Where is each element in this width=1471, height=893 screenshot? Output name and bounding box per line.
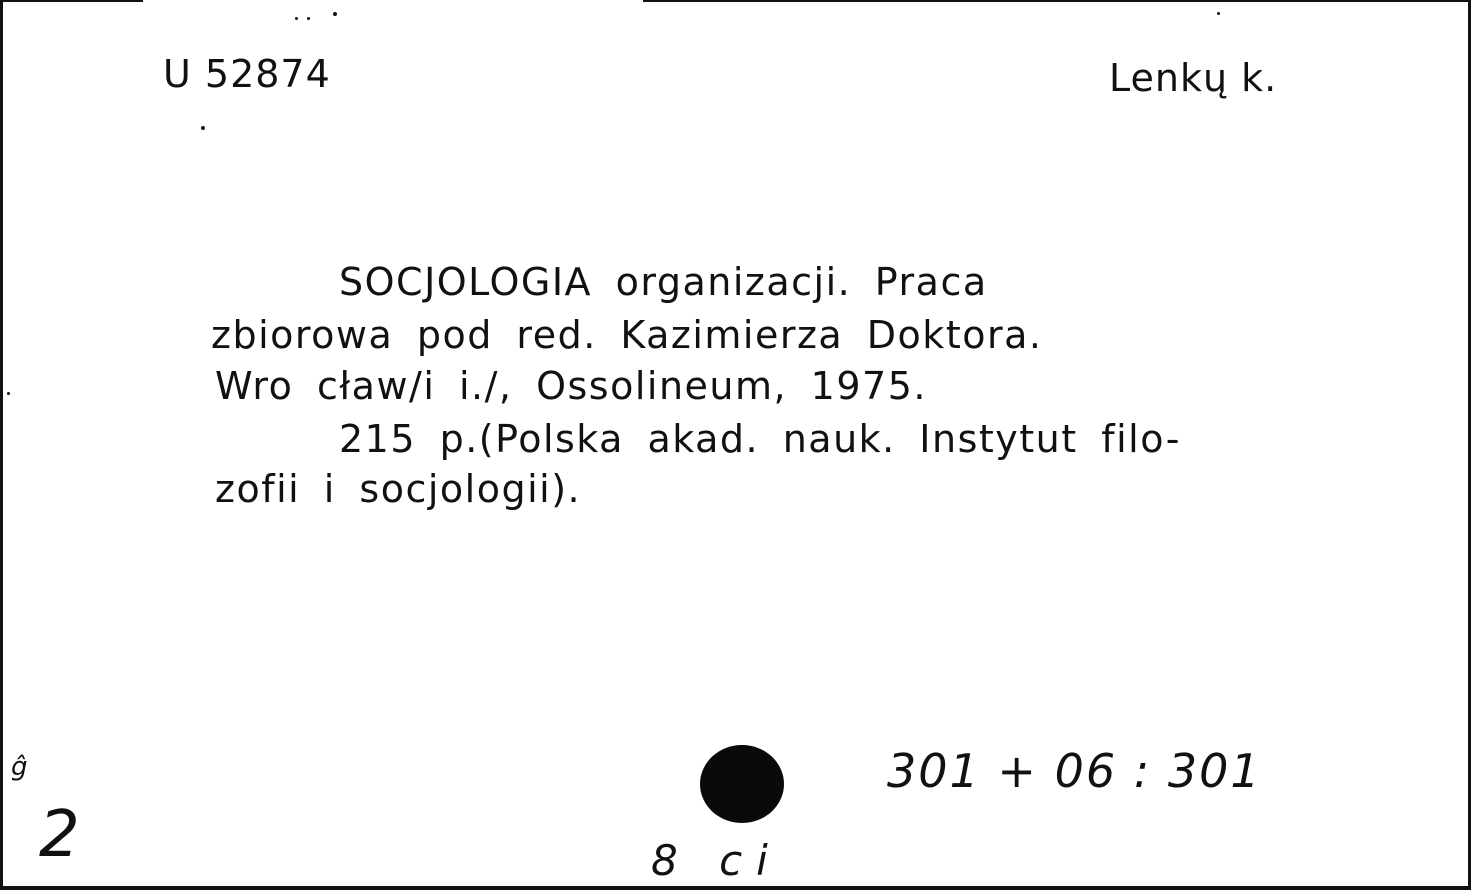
entry-line-2: zbiorowa pod red. Kazimierza Doktora. (211, 313, 1043, 357)
ink-speck (7, 392, 10, 395)
ink-speck (201, 126, 205, 130)
language-note: Lenkų k. (1109, 56, 1278, 100)
classification-handwritten: 301 + 06 : 301 (887, 744, 1262, 798)
card-top-edge (643, 0, 1471, 2)
entry-line-4: 215 p.(Polska akad. nauk. Instytut filo- (339, 417, 1181, 461)
punch-hole (700, 745, 784, 823)
ink-speck (333, 12, 337, 16)
entry-line-3: Wro cław/i i./, Ossolineum, 1975. (215, 364, 927, 408)
ink-speck (307, 17, 310, 20)
entry-line-5: zofii i socjologii). (215, 467, 582, 511)
card-top-edge (3, 0, 143, 2)
call-number: U 52874 (163, 52, 331, 96)
small-mark-handwritten: ĝ (11, 752, 28, 782)
entry-line-1: SOCJOLOGIA organizacji. Praca (339, 260, 988, 304)
ink-speck (1217, 12, 1220, 15)
ink-speck (295, 17, 298, 20)
bottom-note-handwritten: 8 ci (651, 836, 782, 885)
copies-mark-handwritten: 2 (39, 798, 80, 872)
